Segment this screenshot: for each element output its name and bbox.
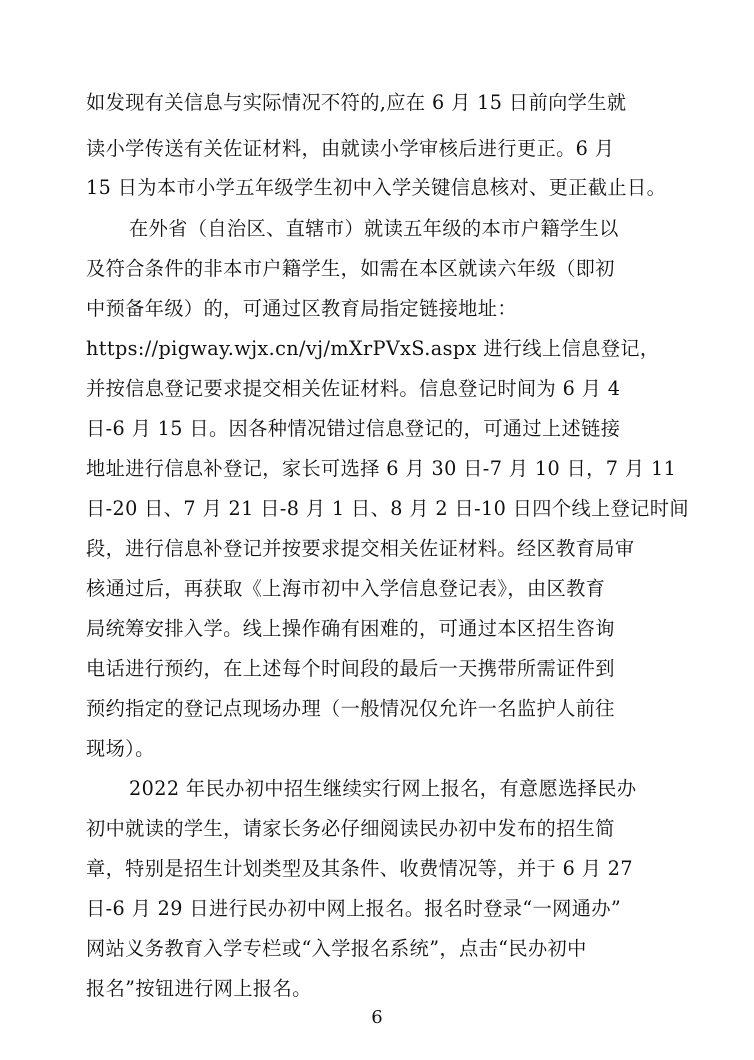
text-line: 地址进行信息补登记，家长可选择 6 月 30 日-7 月 10 日，7 月 11: [86, 457, 677, 480]
text-line: 预约指定的登记点现场办理（一般情况仅允许一名监护人前往: [86, 697, 615, 720]
text-line: 日-20 日、7 月 21 日-8 月 1 日、8 月 2 日-10 日四个线上登记时间: [86, 497, 689, 520]
text-line: 网站义务教育入学专栏或“入学报名系统”，点击“民办初中: [86, 937, 587, 960]
text-line: 日-6 月 29 日进行民办初中网上报名。报名时登录“一网通办”: [86, 897, 622, 920]
text-line: 读小学传送有关佐证材料，由就读小学审核后进行更正。6 月: [86, 137, 615, 160]
text-line: 报名”按钮进行网上报名。: [86, 977, 312, 1000]
text-line: 如发现有关信息与实际情况不符的,应在 6 月 15 日前向学生就: [86, 91, 627, 114]
text-line: 并按信息登记要求提交相关佐证材料。信息登记时间为 6 月 4: [86, 377, 621, 400]
text-line: 电话进行预约，在上述每个时间段的最后一天携带所需证件到: [86, 657, 615, 680]
text-line: 2022 年民办初中招生继续实行网上报名，有意愿选择民办: [129, 777, 637, 800]
text-line: 中预备年级）的，可通过区教育局指定链接地址：: [86, 297, 517, 320]
text-line: 章，特别是招生计划类型及其条件、收费情况等，并于 6 月 27: [86, 857, 634, 880]
link-line: https://pigway.wjx.cn/vj/mXrPVxS.aspx 进行线上信息登记，: [86, 337, 660, 360]
text-line: 核通过后，再获取《上海市初中入学信息登记表》，由区教育: [86, 577, 606, 600]
text-line: 段，进行信息补登记并按要求提交相关佐证材料。经区教育局审: [86, 537, 635, 560]
text-line: 现场）。: [86, 737, 155, 760]
text-line: 局统筹安排入学。线上操作确有困难的，可通过本区招生咨询: [86, 617, 615, 640]
text-line: 日-6 月 15 日。因各种情况错过信息登记的，可通过上述链接: [86, 417, 621, 440]
text-line: 初中就读的学生，请家长务必仔细阅读民办初中发布的招生简: [86, 817, 615, 840]
text-line: 15 日为本市小学五年级学生初中入学关键信息核对、更正截止日。: [86, 176, 667, 199]
text-line: 及符合条件的非本市户籍学生，如需在本区就读六年级（即初: [86, 257, 615, 280]
page-number: 6: [371, 1007, 383, 1028]
text-line: 在外省（自治区、直辖市）就读五年级的本市户籍学生以: [129, 217, 619, 240]
